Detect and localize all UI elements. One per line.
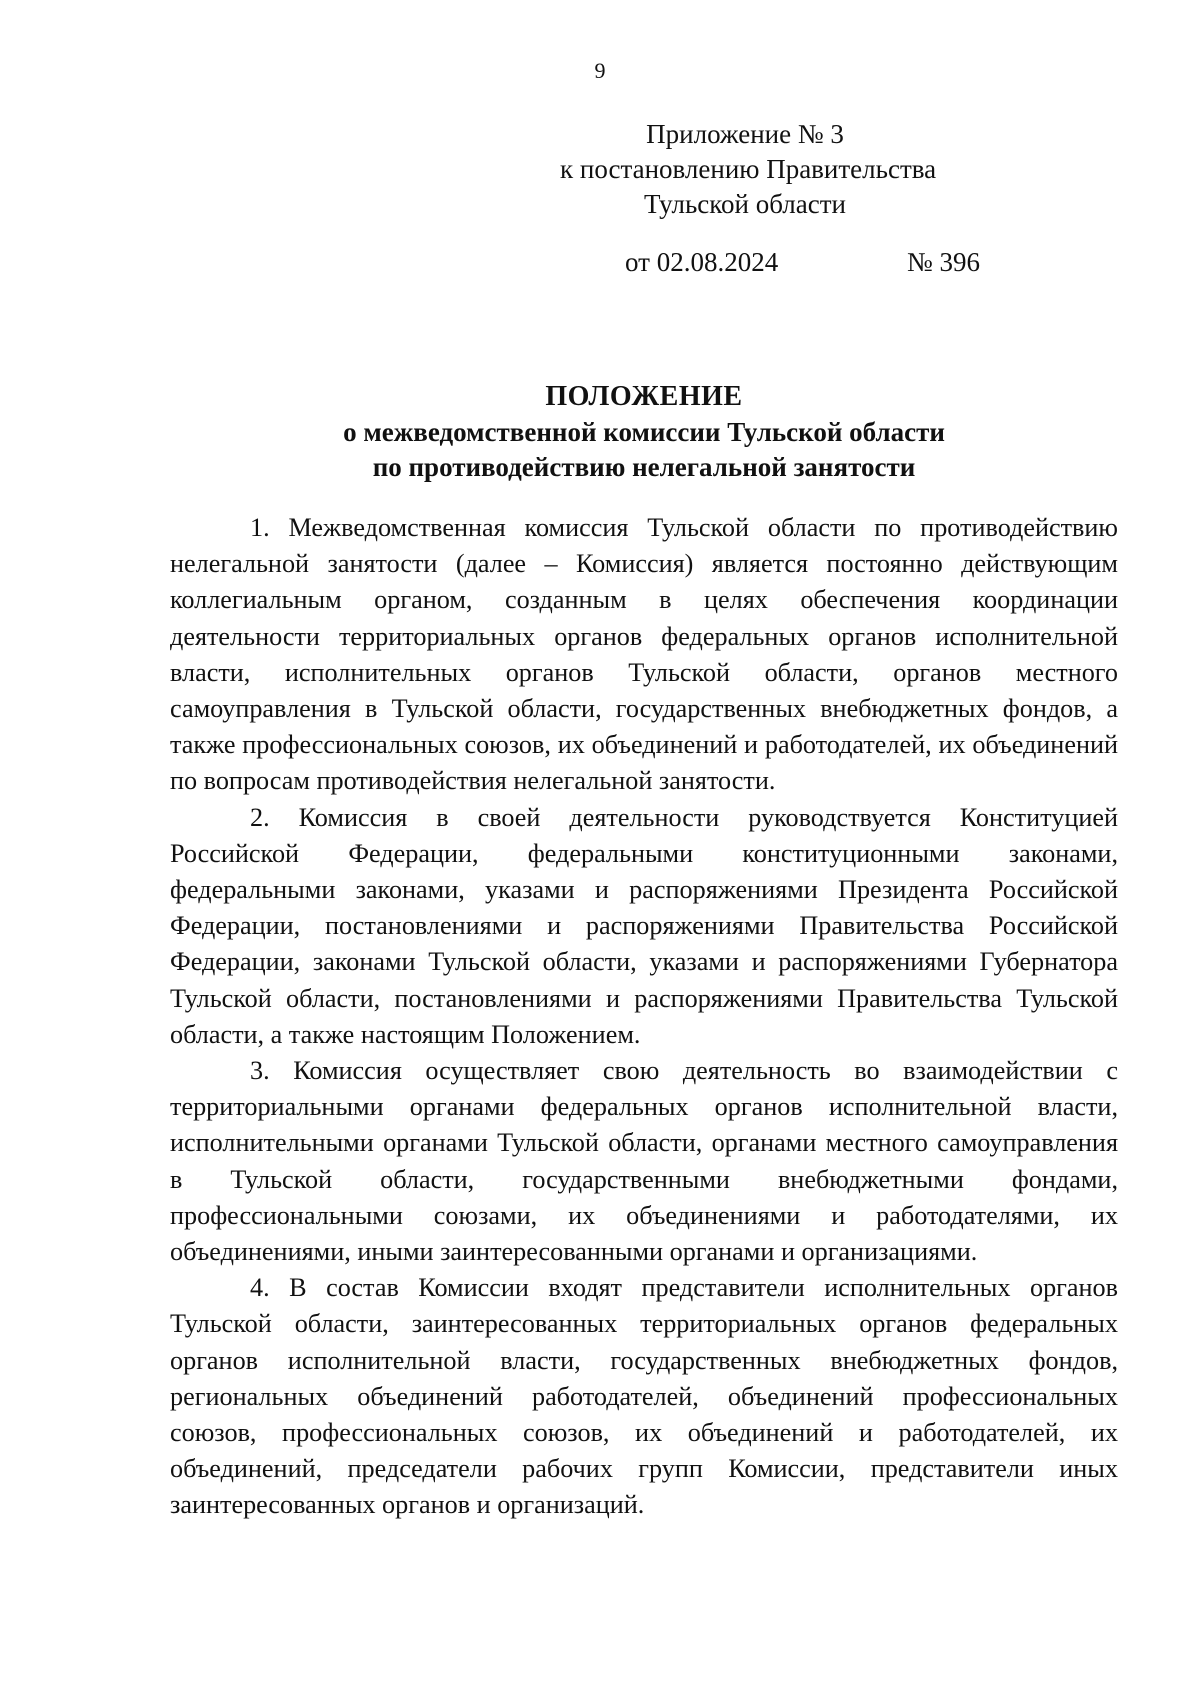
- paragraph-3: 3. Комиссия осуществляет свою деятельность во взаимодействии с территориальными органами федеральных органов исполнительной власти, исполнительными органами Тульской области, органами местного самоуправления в Тульской области, государственными внебюджетными фондами, профессиональными союзами, их объединениями и работодателями, их объединениями, иными заинтересованными органами и организациями.: [170, 1056, 1118, 1267]
- appendix-number: Приложение № 3: [646, 119, 844, 149]
- paragraph-2: 2. Комиссия в своей деятельности руководствуется Конституцией Российской Федерации, федеральными конституционными законами, федеральными законами, указами и распоряжениями Президента Российской Федерации, постановлениями и распоряжениями Правительства Российской Федерации, законами Тульской области, указами и распоряжениями Губернатора Тульской области, постановлениями и распоряжениями Правительства Тульской области, а также настоящим Положением.: [170, 802, 1118, 1049]
- document-subtitle-line-1: о межведомственной комиссии Тульской области: [343, 417, 945, 447]
- paragraph-1: 1. Межведомственная комиссия Тульской области по противодействию нелегальной занятости (далее – Комиссия) является постоянно действующим коллегиальным органом, созданным в целях обеспечения координации деятельности территориальных органов федеральных органов исполнительной власти, исполнительных органов Тульской области, органов местного самоуправления в Тульской области, государственных внебюджетных фондов, а также профессиональных союзов, их объединений и работодателей, их объединений по вопросам противодействия нелегальной занятости.: [170, 513, 1118, 796]
- page-number: 9: [594, 58, 606, 83]
- appendix-header: [560, 117, 937, 222]
- document-title-block: [170, 379, 1118, 485]
- document-title: ПОЛОЖЕНИЕ: [545, 381, 743, 412]
- document-subtitle-line-2: по противодействию нелегальной занятости: [372, 452, 916, 482]
- appendix-reference: к постановлению Правительства: [560, 154, 937, 184]
- decree-date: от 02.08.2024: [625, 247, 779, 277]
- document-body: [170, 510, 1118, 1524]
- decree-date-line: [625, 245, 985, 280]
- paragraph-4: 4. В состав Комиссии входят представители исполнительных органов Тульской области, заинтересованных территориальных органов федеральных органов исполнительной власти, государственных внебюджетных фондов, региональных объединений работодателей, объединений профессиональных союзов, профессиональных союзов, их объединений и работодателей, их объединений, председатели рабочих групп Комиссии, представители иных заинтересованных органов и организаций.: [170, 1273, 1118, 1520]
- appendix-region: Тульской области: [644, 189, 846, 219]
- decree-number: № 396: [907, 247, 981, 277]
